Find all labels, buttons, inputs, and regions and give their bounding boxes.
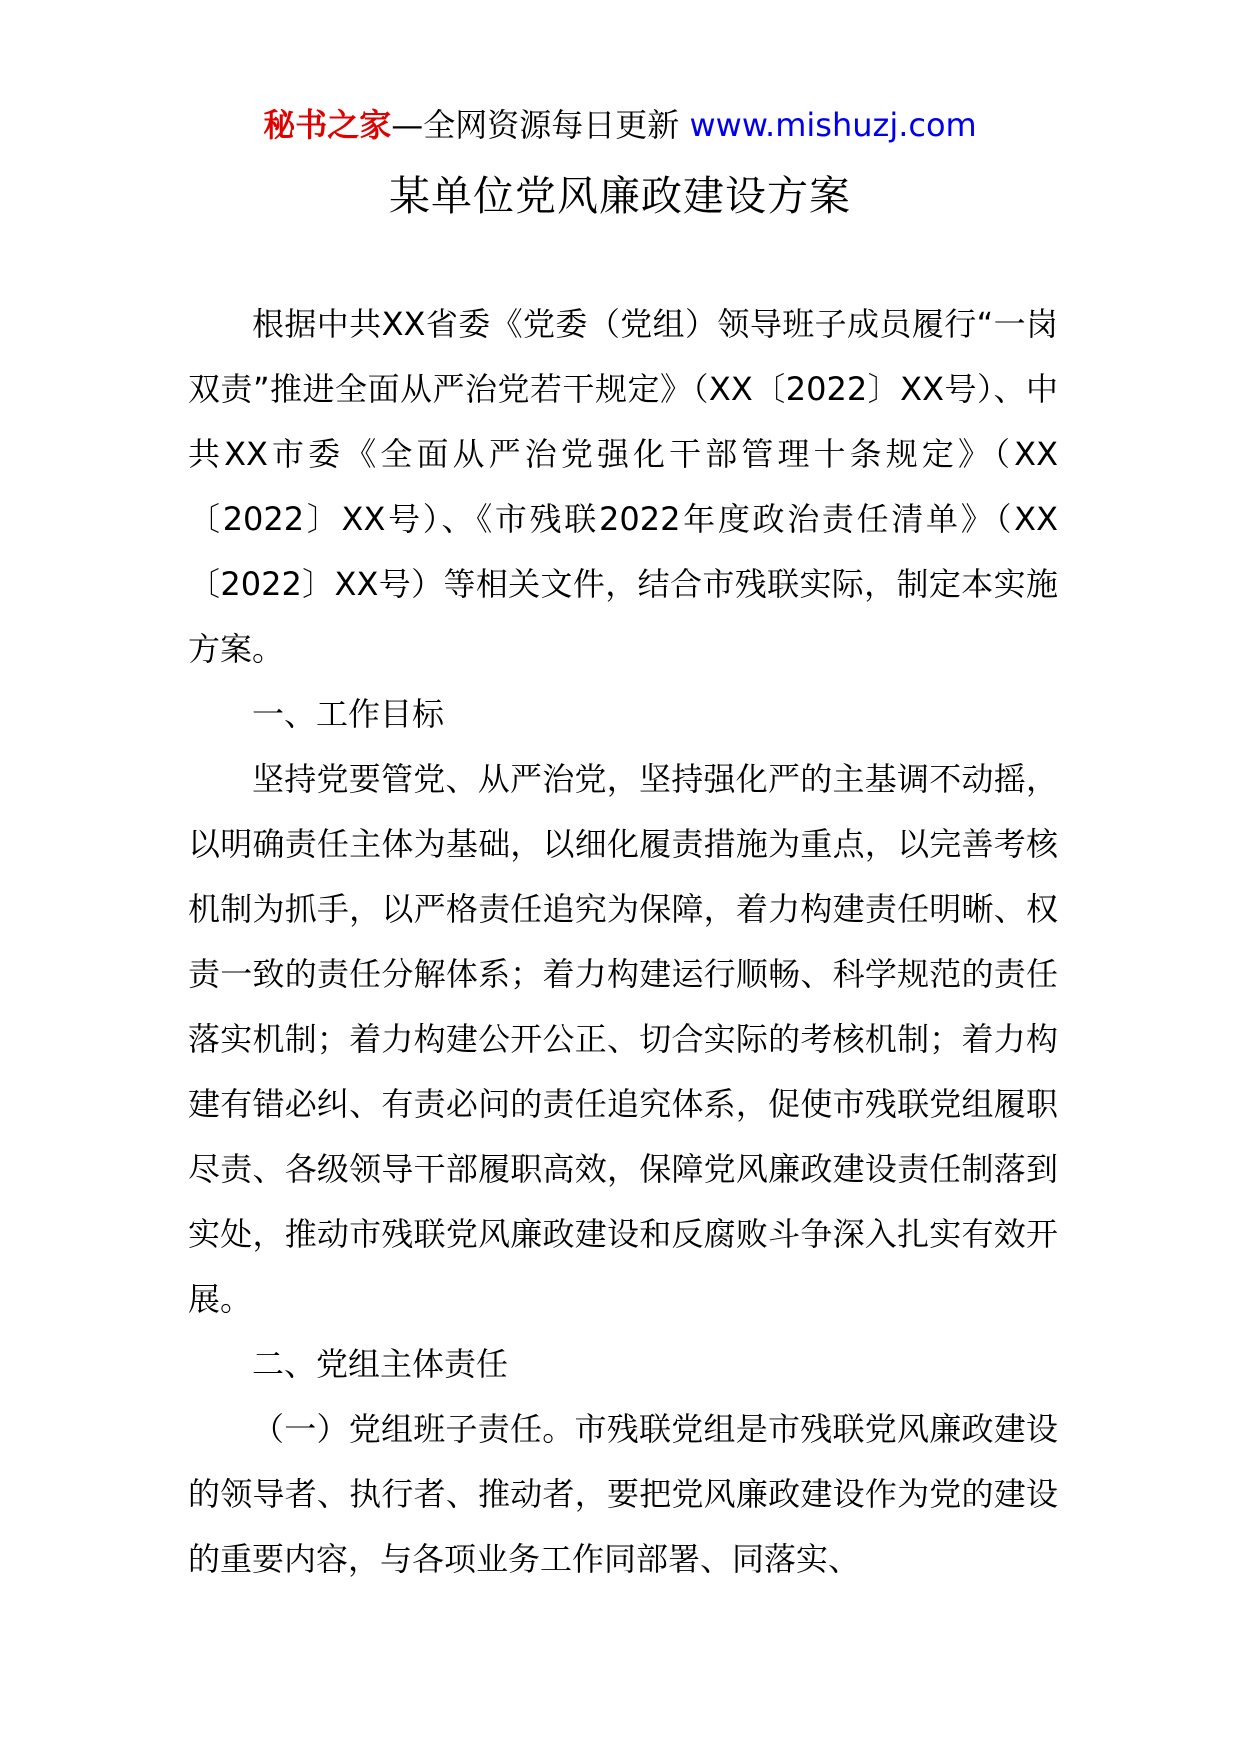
watermark-header <box>0 100 1240 150</box>
paragraph-intro: 根据中共XX省委《党委（党组）领导班子成员履行“一岗双责”推进全面从严治党若干规定》（XX〔2022〕XX号）、中共XX市委《全面从严治党强化干部管理十条规定》（XX〔2022〕XX号）、《市残联2022年度政治责任清单》（XX〔2022〕XX号）等相关文件，结合市残联实际，制定本实施方案。 <box>188 305 1058 668</box>
section-heading-responsibility: 二、党组主体责任 <box>252 1345 509 1383</box>
paragraph-responsibility: （一）党组班子责任。市残联党组是市残联党风廉政建设的领导者、执行者、推动者，要把党风廉政建设作为党的建设的重要内容，与各项业务工作同部署、同落实、 <box>188 1410 1058 1578</box>
paragraph-goals: 坚持党要管党、从严治党，坚持强化严的主基调不动摇，以明确责任主体为基础，以细化履责措施为重点，以完善考核机制为抓手，以严格责任追究为保障，着力构建责任明晰、权责一致的责任分解体系；着力构建运行顺畅、科学规范的责任落实机制；着力构建公开公正、切合实际的考核机制；着力构建有错必纠、有责必问的责任追究体系，促使市残联党组履职尽责、各级领导干部履职高效，保障党风廉政建设责任制落到实处，推动市残联党风廉政建设和反腐败斗争深入扎实有效开展。 <box>188 760 1058 1318</box>
brand-slogan: —全网资源每日更新 <box>391 106 690 144</box>
brand-url-link[interactable]: www.mishuzj.com <box>689 106 977 144</box>
section-heading-goals: 一、工作目标 <box>252 695 445 733</box>
brand-name: 秘书之家 <box>263 106 392 144</box>
document-body <box>188 292 1058 1592</box>
document-title: 某单位党风廉政建设方案 <box>389 172 851 220</box>
